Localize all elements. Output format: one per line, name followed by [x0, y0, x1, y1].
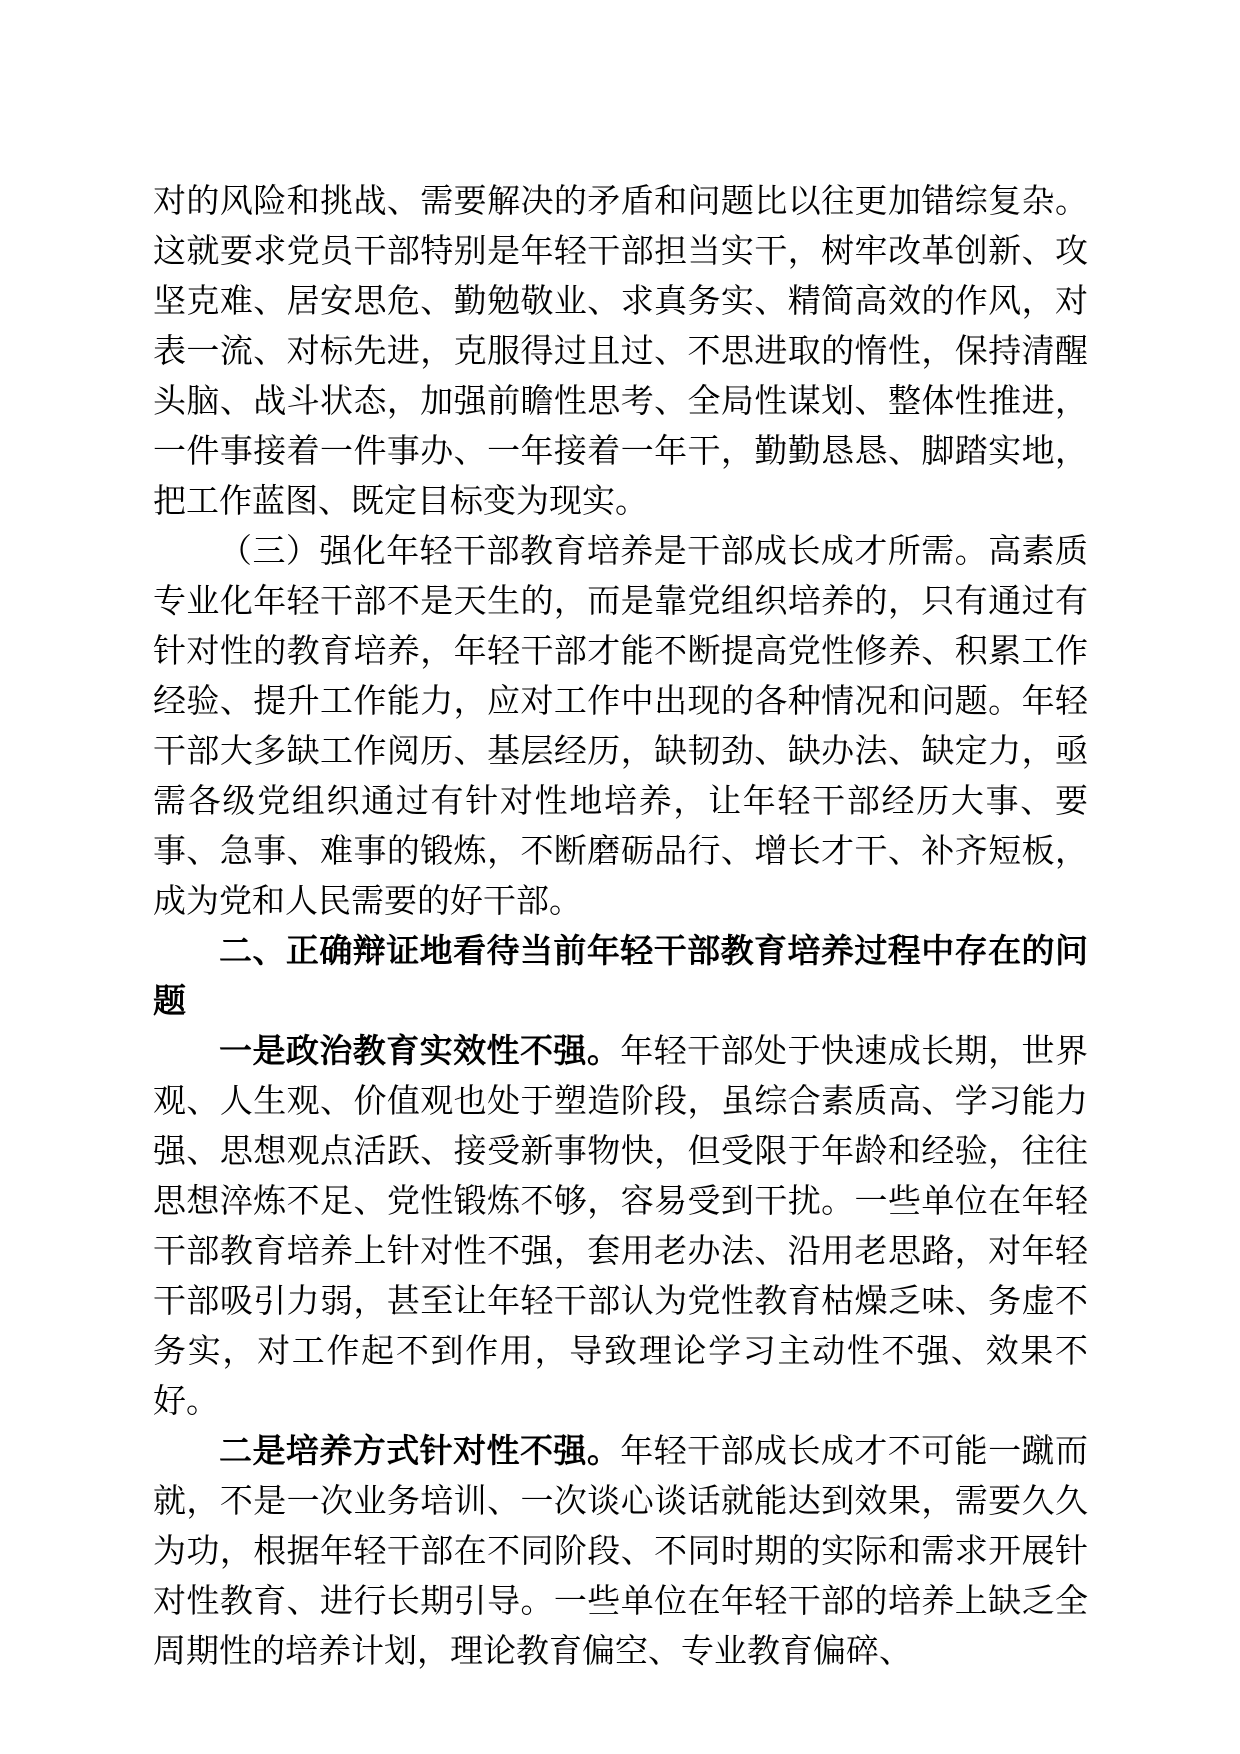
section-3-paragraph — [153, 526, 1088, 926]
section-3-body: 高素质专业化年轻干部不是天生的，而是靠党组织培养的，只有通过有针对性的教育培养，年轻干部才能不断提高党性修养、积累工作经验、提升工作能力，应对工作中出现的各种情况和问题。年轻干部大多缺工作阅历、基层经历，缺韧劲、缺办法、缺定力，亟需各级党组织通过有针对性地培养，让年轻干部经历大事、要事、急事、难事的锻炼，不断磨砺品行、增长才干、补齐短板，成为党和人民需要的好干部。 — [153, 531, 1089, 920]
point-2-lead: 二是培养方式针对性不强。 — [219, 1431, 621, 1470]
section-3-title: （三）强化年轻干部教育培养是干部成长成才所需。 — [219, 531, 989, 570]
point-2-paragraph — [153, 1426, 1088, 1676]
section-heading-2: 二、正确辩证地看待当前年轻干部教育培养过程中存在的问题 — [153, 931, 1088, 1020]
point-2-body: 年轻干部成长成才不可能一蹴而就，不是一次业务培训、一次谈心谈话就能达到效果，需要久久为功，根据年轻干部在不同阶段、不同时期的实际和需求开展针对性教育、进行长期引导。一些单位在年轻干部的培养上缺乏全周期性的培养计划，理论教育偏空、专业教育偏碎、 — [153, 1431, 1089, 1670]
point-1-body: 年轻干部处于快速成长期，世界观、人生观、价值观也处于塑造阶段，虽综合素质高、学习能力强、思想观点活跃、接受新事物快，但受限于年龄和经验，往往思想淬炼不足、党性锻炼不够，容易受到干扰。一些单位在年轻干部教育培养上针对性不强，套用老办法、沿用老思路，对年轻干部吸引力弱，甚至让年轻干部认为党性教育枯燥乏味、务虚不务实，对工作起不到作用，导致理论学习主动性不强、效果不好。 — [153, 1031, 1089, 1420]
intro-paragraph: 对的风险和挑战、需要解决的矛盾和问题比以往更加错综复杂。这就要求党员干部特别是年轻干部担当实干，树牢改革创新、攻坚克难、居安思危、勤勉敬业、求真务实、精简高效的作风，对表一流、对标先进，克服得过且过、不思进取的惰性，保持清醒头脑、战斗状态，加强前瞻性思考、全局性谋划、整体性推进，一件事接着一件事办、一年接着一年干，勤勤恳恳、脚踏实地，把工作蓝图、既定目标变为现实。 — [153, 181, 1088, 520]
point-1-paragraph — [153, 1026, 1088, 1426]
document-page — [153, 176, 1088, 1676]
point-1-lead: 一是政治教育实效性不强。 — [219, 1031, 621, 1070]
